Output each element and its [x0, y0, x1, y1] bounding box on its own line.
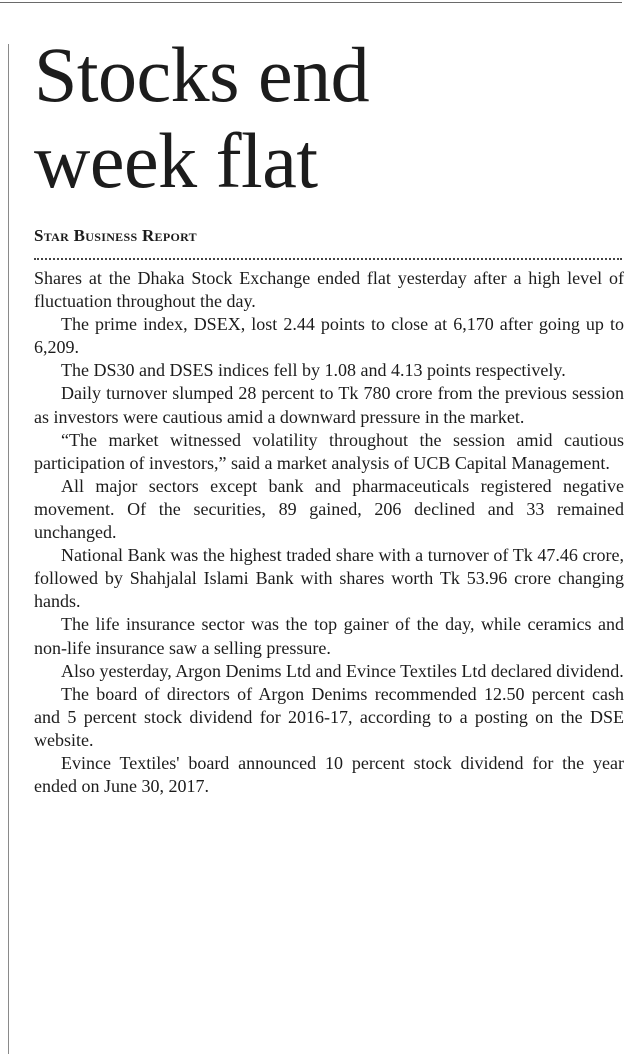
paragraph: Also yesterday, Argon Denims Ltd and Evince Textiles Ltd declared dividend. — [61, 660, 624, 681]
paragraph: “The market witnessed volatility throughout the session amid cautious participation of investors,” said a market analysis of UCB Capital Management. — [34, 429, 624, 473]
news-article — [34, 32, 624, 798]
paragraph: The life insurance sector was the top gainer of the day, while ceramics and non-life insurance saw a selling pressure. — [34, 614, 624, 658]
top-rule — [0, 2, 622, 3]
paragraph: Daily turnover slumped 28 percent to Tk 780 crore from the previous session as investors were cautious amid a downward pressure in the market. — [34, 383, 624, 427]
headline — [34, 32, 624, 204]
paragraph: Evince Textiles' board announced 10 percent stock dividend for the year ended on June 30, 2017. — [34, 752, 624, 797]
headline-line-2: week flat — [34, 117, 318, 204]
headline-line-1: Stocks end — [34, 31, 370, 118]
paragraph: The prime index, DSEX, lost 2.44 points to close at 6,170 after going up to 6,209. — [34, 314, 624, 358]
paragraph: All major sectors except bank and pharmaceuticals registered negative movement. Of the securities, 89 gained, 206 declined and 33 remained unchanged. — [34, 475, 624, 543]
column-rule — [8, 44, 9, 1054]
paragraph: The DS30 and DSES indices fell by 1.08 and 4.13 points respectively. — [61, 360, 566, 381]
paragraph: Shares at the Dhaka Stock Exchange ended flat yesterday after a high level of fluctuation throughout the day. — [34, 268, 624, 312]
paragraph: National Bank was the highest traded share with a turnover of Tk 47.46 crore, followed by Shahjalal Islami Bank with shares worth Tk 53.96 crore changing hands. — [34, 545, 624, 612]
byline: Star Business Report — [34, 226, 197, 245]
article-body — [34, 267, 624, 798]
byline-divider — [34, 258, 622, 260]
paragraph: The board of directors of Argon Denims recommended 12.50 percent cash and 5 percent stock dividend for 2016-17, according to a posting on the DSE website. — [34, 683, 624, 750]
